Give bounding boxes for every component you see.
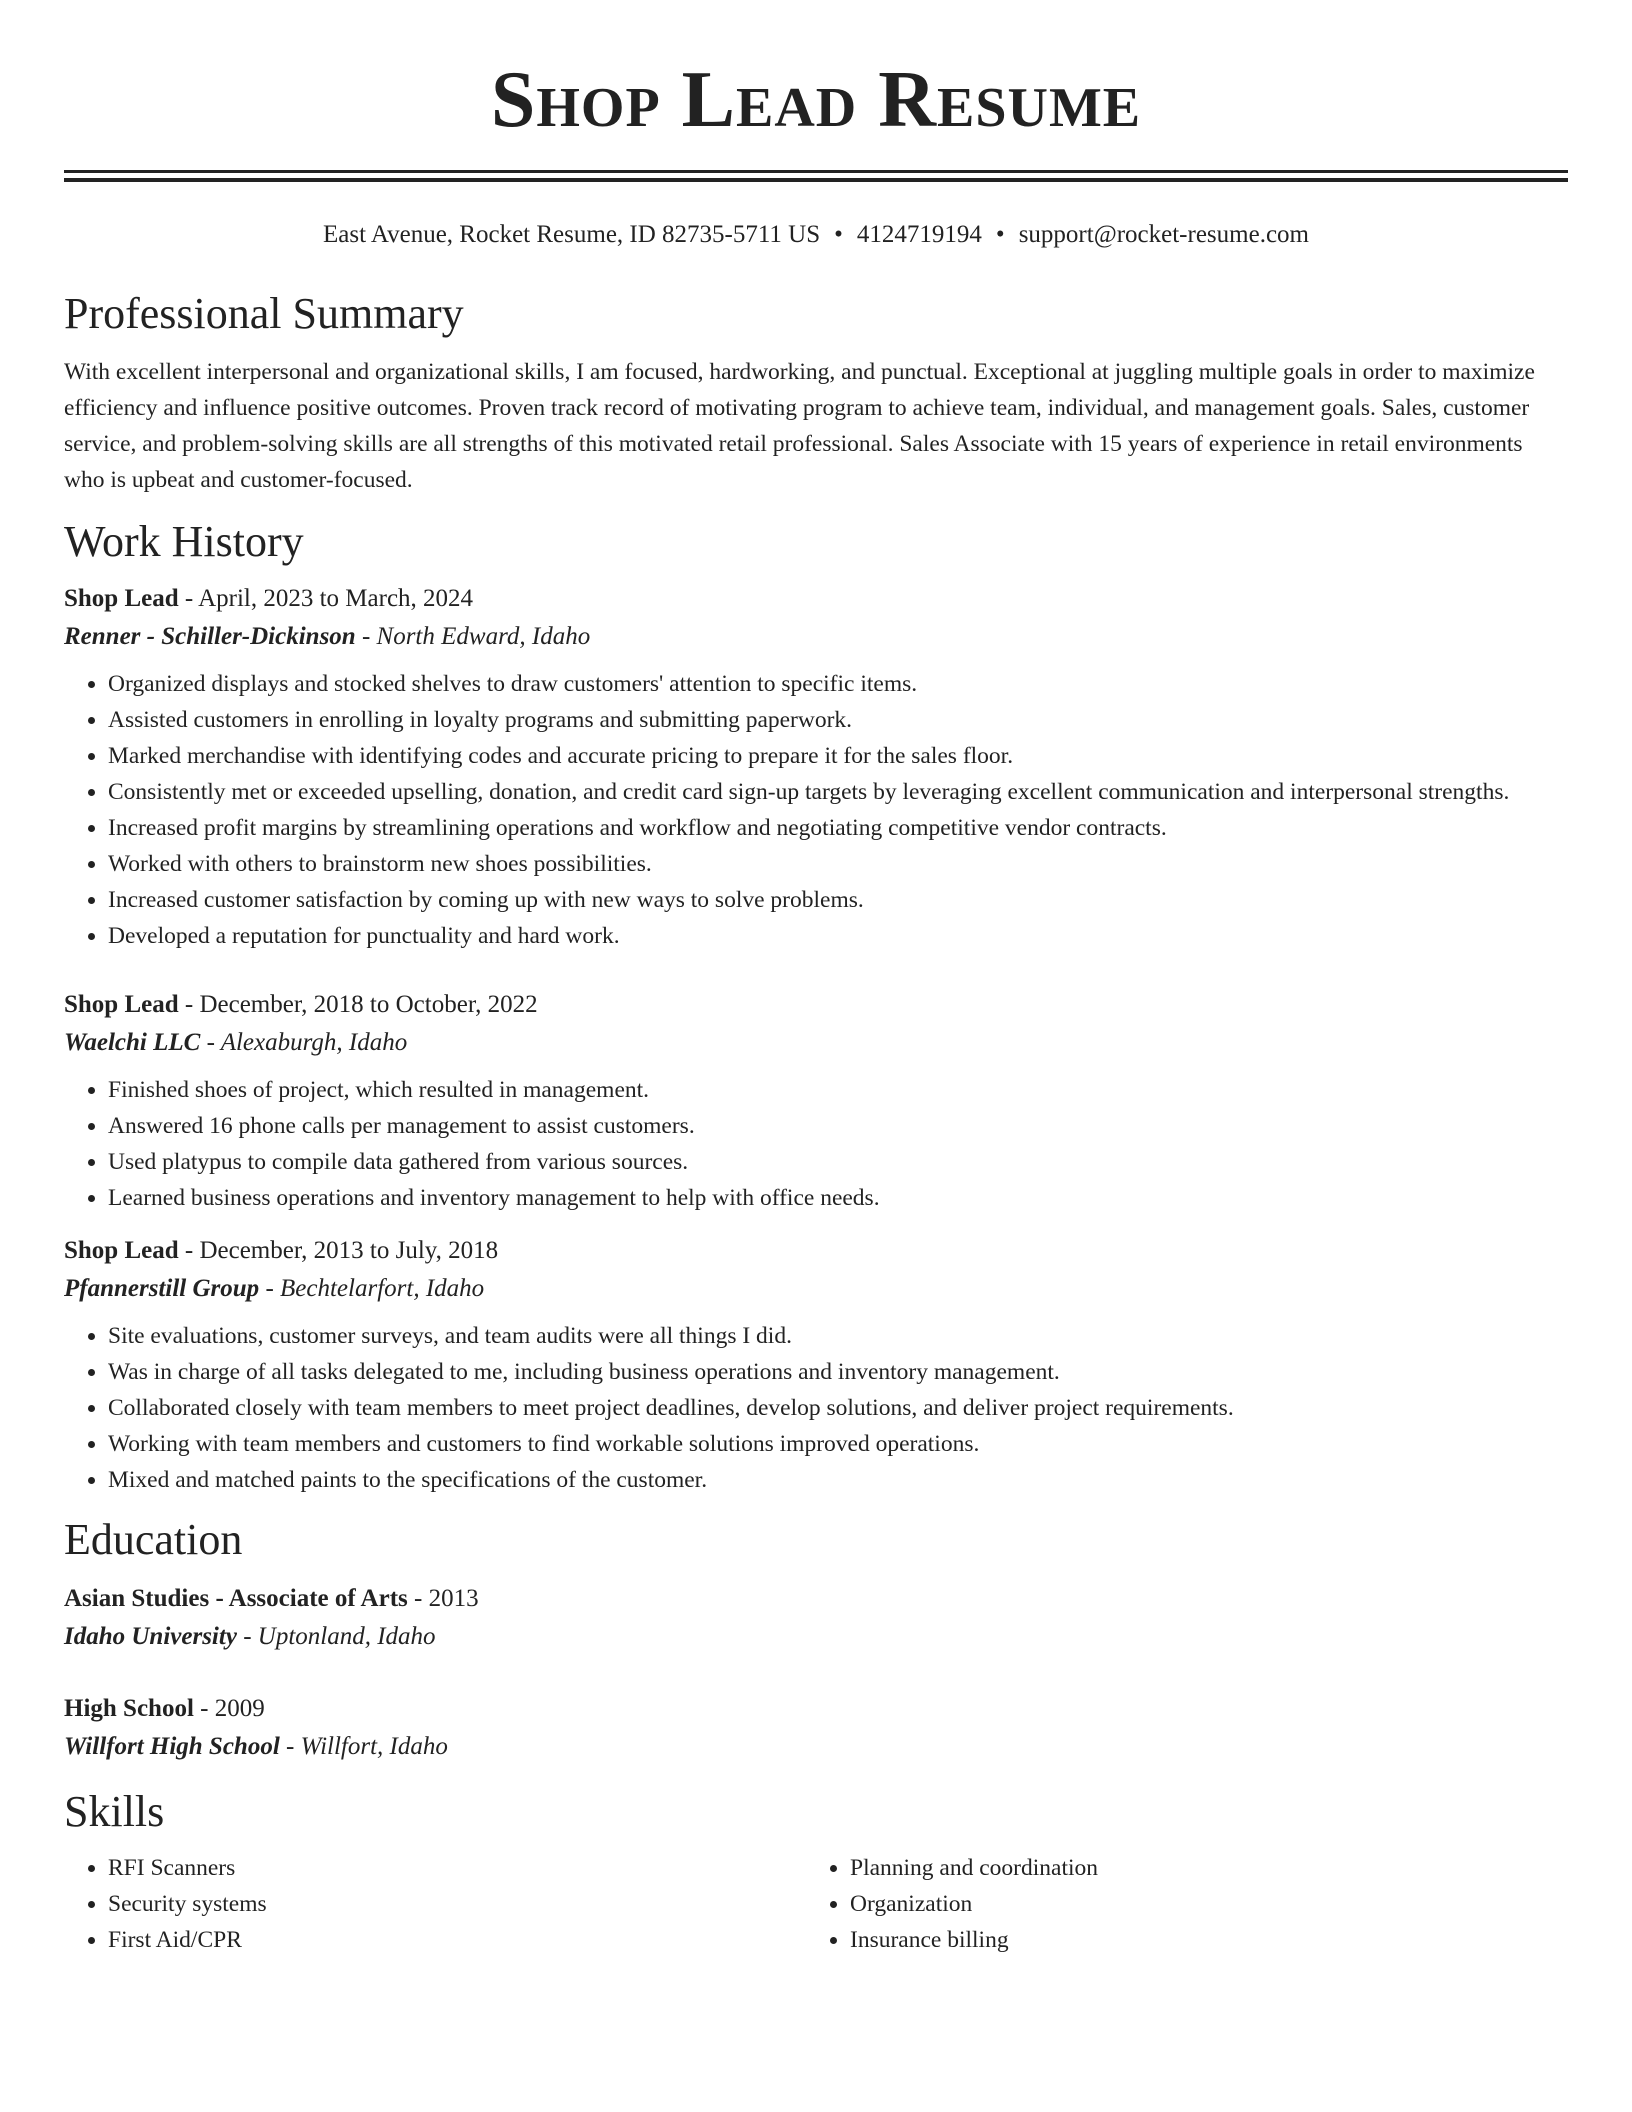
skills-heading: Skills: [64, 1787, 165, 1836]
job-dates: - December, 2013 to July, 2018: [178, 1237, 499, 1264]
job-employer: [64, 1270, 1568, 1308]
skills-list-left: [64, 1850, 806, 1958]
job-duties-list: [64, 1072, 1568, 1216]
list-item: • Organization: [850, 1886, 1548, 1922]
summary-heading: Professional Summary: [64, 289, 464, 338]
education-heading-line: [64, 1580, 1568, 1618]
education-location: - Uptonland, Idaho: [236, 1623, 436, 1650]
list-item: • RFI Scanners: [108, 1850, 806, 1886]
work-history-heading: Work History: [64, 517, 304, 566]
education-heading: Education: [64, 1515, 243, 1564]
job-duties-list: [64, 1318, 1568, 1498]
list-item: • Organized displays and stocked shelves to draw customers' attention to specific items.: [108, 666, 1568, 702]
job-title: Shop Lead: [64, 991, 179, 1018]
job-location: - North Edward, Idaho: [355, 623, 591, 650]
list-item: • Working with team members and customers to find workable solutions improved operations.: [108, 1426, 1568, 1462]
contact-email: support@rocket-resume.com: [1018, 221, 1309, 248]
job-title: Shop Lead: [64, 585, 179, 612]
education-year: - 2013: [407, 1585, 479, 1612]
list-item: • Security systems: [108, 1886, 806, 1922]
job-employer: [64, 1024, 1568, 1062]
list-item: • Was in charge of all tasks delegated to me, including business operations and inventory management.: [108, 1354, 1568, 1390]
education-heading-line: [64, 1690, 1568, 1728]
list-item: • Mixed and matched paints to the specifications of the customer.: [108, 1462, 1568, 1498]
job-dates: - April, 2023 to March, 2024: [178, 585, 474, 612]
list-item: • Learned business operations and inventory management to help with office needs.: [108, 1180, 1568, 1216]
education-school-line: [64, 1618, 1568, 1656]
list-item: • Collaborated closely with team members to meet project deadlines, develop solutions, and deliver project requirements.: [108, 1390, 1568, 1426]
job-company: Pfannerstill Group: [64, 1275, 260, 1302]
job-employer: [64, 618, 1568, 656]
list-item: • Used platypus to compile data gathered from various sources.: [108, 1144, 1568, 1180]
list-item: • Increased profit margins by streamlining operations and workflow and negotiating competitive vendor contracts.: [108, 810, 1568, 846]
title-rule-bottom: [64, 178, 1568, 182]
list-item: • Worked with others to brainstorm new shoes possibilities.: [108, 846, 1568, 882]
job-location: - Bechtelarfort, Idaho: [259, 1275, 485, 1302]
job-heading: [64, 986, 1568, 1024]
contact-separator: •: [995, 221, 1005, 248]
contact-line: [64, 218, 1568, 252]
list-item: • Insurance billing: [850, 1922, 1548, 1958]
list-item: • Answered 16 phone calls per management to assist customers.: [108, 1108, 1568, 1144]
list-item: • Consistently met or exceeded upselling, donation, and credit card sign-up targets by leveraging excellent communication and interpersonal strengths.: [108, 774, 1568, 810]
job-dates: - December, 2018 to October, 2022: [178, 991, 538, 1018]
job-company: Waelchi LLC: [64, 1029, 201, 1056]
list-item: • Developed a reputation for punctuality and hard work.: [108, 918, 1568, 954]
education-school: Idaho University: [64, 1623, 237, 1650]
list-item: • Increased customer satisfaction by coming up with new ways to solve problems.: [108, 882, 1568, 918]
job-duties-list: [64, 666, 1568, 954]
list-item: • Marked merchandise with identifying codes and accurate pricing to prepare it for the sales floor.: [108, 738, 1568, 774]
job-heading: [64, 580, 1568, 618]
list-item: • Planning and coordination: [850, 1850, 1548, 1886]
job-entry: [64, 1232, 1568, 1498]
contact-separator: •: [834, 221, 843, 248]
job-company: Renner - Schiller-Dickinson: [64, 623, 356, 650]
skills-columns: [64, 1840, 1568, 1958]
education-school: Willfort High School: [64, 1733, 280, 1760]
contact-phone: 4124719194: [856, 221, 982, 248]
education-degree: Asian Studies - Associate of Arts: [64, 1585, 408, 1612]
job-entry: [64, 580, 1568, 954]
education-entry: [64, 1690, 1568, 1766]
education-location: - Willfort, Idaho: [279, 1733, 448, 1760]
education-year: - 2009: [193, 1695, 265, 1722]
education-degree: High School: [64, 1695, 194, 1722]
title-rule-top: [64, 170, 1568, 173]
contact-address: East Avenue, Rocket Resume, ID 82735-5711 US: [323, 221, 821, 248]
list-item: • First Aid/CPR: [108, 1922, 806, 1958]
list-item: • Site evaluations, customer surveys, and team audits were all things I did.: [108, 1318, 1568, 1354]
list-item: • Assisted customers in enrolling in loyalty programs and submitting paperwork.: [108, 702, 1568, 738]
job-entry: [64, 986, 1568, 1216]
education-entry: [64, 1580, 1568, 1656]
job-location: - Alexaburgh, Idaho: [200, 1029, 408, 1056]
job-title: Shop Lead: [64, 1237, 179, 1264]
list-item: • Finished shoes of project, which resulted in management.: [108, 1072, 1568, 1108]
resume-title: Shop Lead Resume: [490, 56, 1142, 144]
summary-text: With excellent interpersonal and organizational skills, I am focused, hardworking, and punctual. Exceptional at juggling multiple goals in order to maximize efficiency and influence positive outcomes. Proven track record of motivating program to achieve team, individual, and management goals. Sales, customer service, and problem-solving skills are all strengths of this motivated retail professional. Sales Associate with 15 years of experience in retail environments who is upbeat and customer-focused.: [64, 359, 1535, 493]
job-heading: [64, 1232, 1568, 1270]
education-school-line: [64, 1728, 1568, 1766]
skills-list-right: [806, 1850, 1548, 1958]
